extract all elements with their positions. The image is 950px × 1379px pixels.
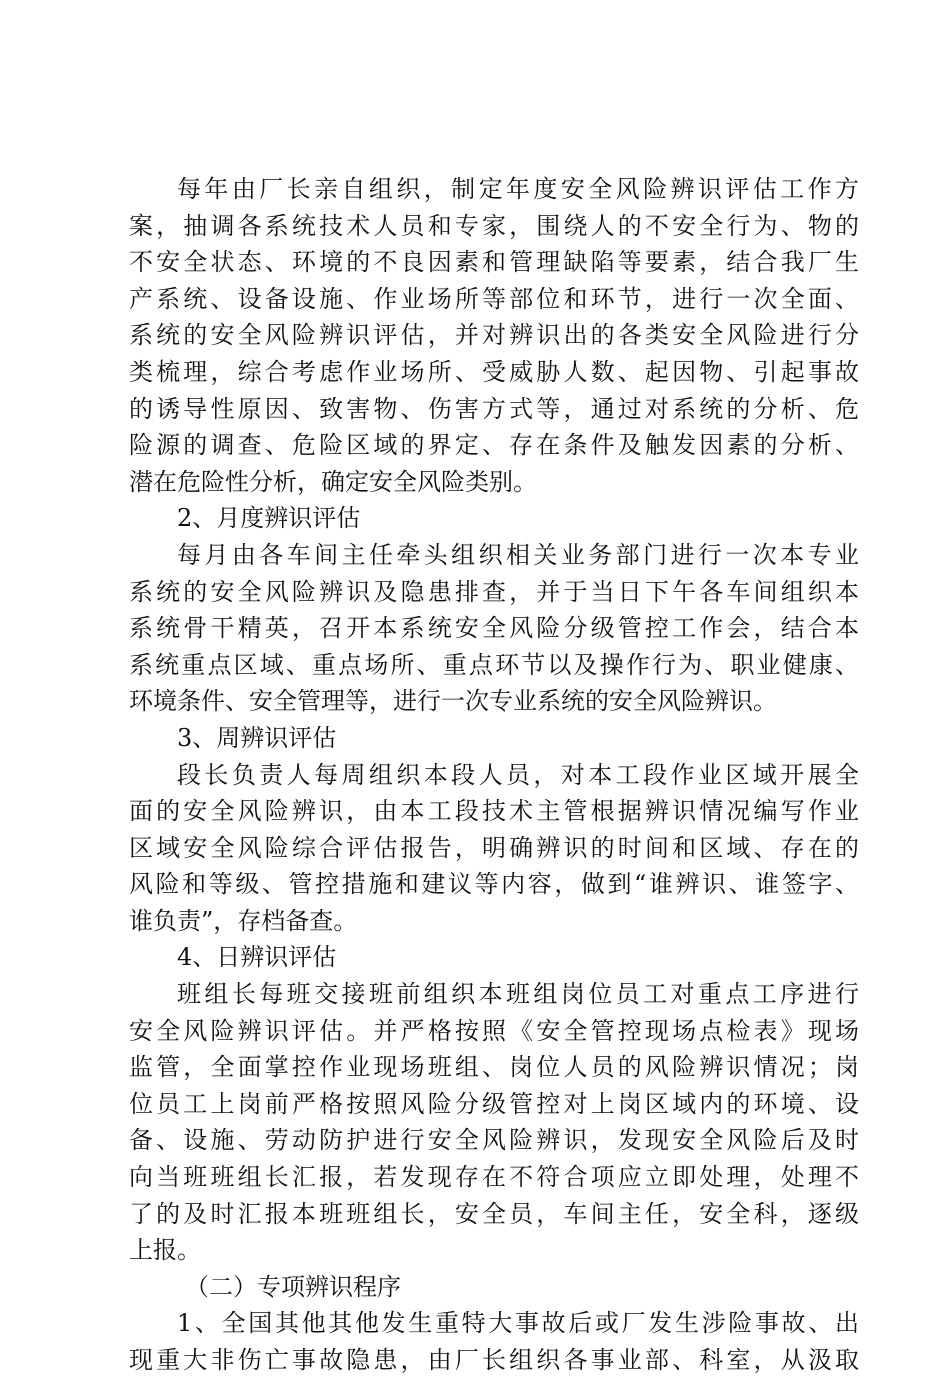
text-line: 系统的安全风险辨识及隐患排查，并于当日下午各车间组织本 [129, 577, 859, 606]
text-line: 不安全状态、环境的不良因素和管理缺陷等要素，结合我厂生 [129, 248, 859, 277]
text-line: 每月由各车间主任牵头组织相关业务部门进行一次本专业 [177, 540, 859, 569]
text-line: 风险和等级、管控措施和建议等内容，做到“谁辨识、谁签字、 [129, 870, 859, 899]
text-line: 1、全国其他其他发生重特大事故后或厂发生涉险事故、出 [177, 1309, 859, 1338]
text-line: 2、月度辨识评估 [177, 504, 361, 533]
text-line: 3、周辨识评估 [177, 723, 337, 752]
text-line: 面的安全风险辨识，由本工段技术主管根据辨识情况编写作业 [129, 797, 859, 826]
text-line: 险源的调查、危险区域的界定、存在条件及触发因素的分析、 [129, 431, 859, 460]
text-line: 系统重点区域、重点场所、重点环节以及操作行为、职业健康、 [129, 650, 859, 679]
text-line: 段长负责人每周组织本段人员，对本工段作业区域开展全 [177, 760, 859, 789]
text-line: 备、设施、劳动防护进行安全风险辨识，发现安全风险后及时 [129, 1126, 859, 1155]
text-line: 案，抽调各系统技术人员和专家，围绕人的不安全行为、物的 [129, 211, 859, 240]
text-line: 安全风险辨识评估。并严格按照《安全管控现场点检表》现场 [129, 1016, 859, 1045]
text-line: 谁负责”，存档备查。 [129, 906, 358, 935]
text-line: 类梳理，综合考虑作业场所、受威胁人数、起因物、引起事故 [129, 357, 859, 386]
text-line: 区域安全风险综合评估报告，明确辨识的时间和区域、存在的 [129, 833, 859, 862]
text-line: 环境条件、安全管理等，进行一次专业系统的安全风险辨识。 [129, 687, 777, 716]
text-line: 上报。 [129, 1236, 201, 1265]
text-line: 班组长每班交接班前组织本班组岗位员工对重点工序进行 [177, 980, 859, 1009]
text-line: 产系统、设备设施、作业场所等部位和环节，进行一次全面、 [129, 284, 859, 313]
text-line: 4、日辨识评估 [177, 943, 337, 972]
text-line: 现重大非伤亡事故隐患，由厂长组织各事业部、科室，从汲取 [129, 1346, 859, 1374]
text-line: 系统骨干精英，召开本系统安全风险分级管控工作会，结合本 [129, 614, 859, 643]
text-line: 位员工上岗前严格按照风险分级管控对上岗区域内的环境、设 [129, 1089, 859, 1118]
text-line: 监管，全面掌控作业现场班组、岗位人员的风险辨识情况；岗 [129, 1053, 859, 1082]
text-line: （二）专项辨识程序 [185, 1272, 401, 1301]
document-body [129, 171, 859, 1379]
text-line: 每年由厂长亲自组织，制定年度安全风险辨识评估工作方 [177, 175, 859, 203]
text-line: 系统的安全风险辨识评估，并对辨识出的各类安全风险进行分 [129, 321, 859, 350]
text-line: 向当班班组长汇报，若发现存在不符合项应立即处理，处理不 [129, 1163, 859, 1192]
text-line: 的诱导性原因、致害物、伤害方式等，通过对系统的分析、危 [129, 394, 859, 423]
text-line: 潜在危险性分析，确定安全风险类别。 [129, 467, 537, 496]
text-line: 了的及时汇报本班班组长，安全员，车间主任，安全科，逐级 [129, 1199, 859, 1228]
